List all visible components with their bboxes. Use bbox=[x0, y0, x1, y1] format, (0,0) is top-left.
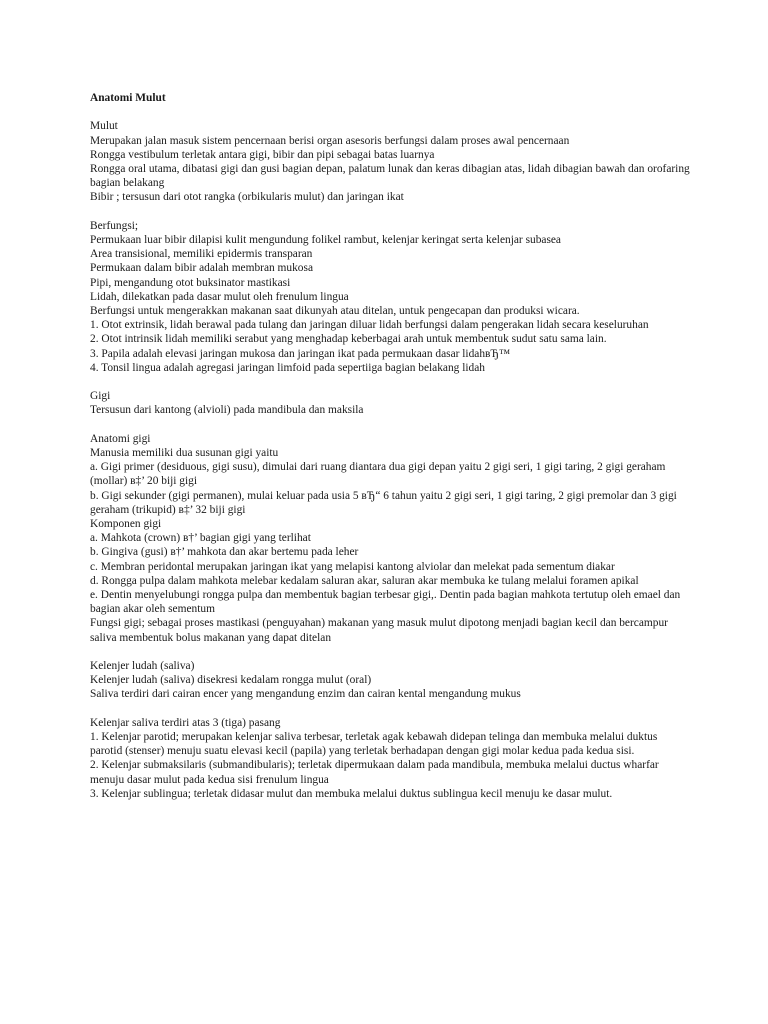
text-line: Merupakan jalan masuk sistem pencernaan berisi organ asesoris berfungsi dalam proses awal pencernaan bbox=[90, 134, 570, 147]
text-line: Permukaan dalam bibir adalah membran mukosa bbox=[90, 262, 313, 275]
text-line: a. Gigi primer (desiduous, gigi susu), dimulai dari ruang diantara dua gigi depan yaitu 2 gigi seri, 1 gigi taring, 2 gigi geraham (mollar) в‡’ 20 biji gigi bbox=[90, 461, 666, 488]
text-line: 4. Tonsil lingua adalah agregasi jaringan limfoid pada sepertiiga bagian belakang lidah bbox=[90, 361, 486, 374]
text-line: a. Mahkota (crown) в†’ bagian gigi yang terlihat bbox=[90, 532, 311, 545]
document-title: Anatomi Mulut bbox=[90, 92, 166, 104]
text-line: 2. Otot intrinsik lidah memiliki serabut yang menghadap keberbagai arah untuk membentuk sudut satu sama lain. bbox=[90, 333, 607, 346]
text-line: Kelenjar saliva terdiri atas 3 (tiga) pasang bbox=[90, 716, 281, 729]
text-line: c. Membran peridontal merupakan jaringan ikat yang melapisi kantong alviolar dan melekat pada sementum diakar bbox=[90, 560, 615, 573]
text-line: Permukaan luar bibir dilapisi kulit mengundung folikel rambut, kelenjar keringat serta kelenjar subasea bbox=[90, 234, 561, 246]
text-line: Manusia memiliki dua susunan gigi yaitu bbox=[90, 447, 279, 460]
document-section bbox=[90, 219, 690, 375]
document-section bbox=[90, 432, 690, 645]
text-line: 2. Kelenjar submaksilaris (submandibularis); terletak dipermukaan dalam pada mandibula, membuka melalui ductus wharfar menuju dasar mulut pada kedua sisi frenulum lingua bbox=[90, 759, 659, 786]
text-line: Mulut bbox=[90, 120, 118, 133]
text-line: Berfungsi untuk mengerakkan makanan saat dikunyah atau ditelan, untuk pengecapan dan produksi wicara. bbox=[90, 305, 580, 318]
text-line: Rongga vestibulum terletak antara gigi, bibir dan pipi sebagai batas luarnya bbox=[90, 148, 435, 161]
document-sections bbox=[90, 119, 690, 801]
document-section bbox=[90, 716, 690, 801]
text-line: Tersusun dari kantong (alvioli) pada mandibula dan maksila bbox=[90, 404, 364, 417]
text-line: Bibir ; tersusun dari otot rangka (orbikularis mulut) dan jaringan ikat bbox=[90, 191, 404, 204]
text-line: Saliva terdiri dari cairan encer yang mengandung enzim dan cairan kental mengandung mukus bbox=[90, 688, 521, 701]
document-section bbox=[90, 659, 690, 702]
text-line: b. Gingiva (gusi) в†’ mahkota dan akar bertemu pada leher bbox=[90, 546, 359, 559]
text-line: Kelenjer ludah (saliva) bbox=[90, 660, 195, 673]
text-line: 1. Kelenjar parotid; merupakan kelenjar saliva terbesar, terletak agak kebawah didepan telinga dan membuka melalui duktus parotid (stenser) menuju suatu elevasi kecil (papila) yang terletak berhadapan dengan gigi molar kedua pada kedua sisi. bbox=[90, 731, 658, 758]
document-body bbox=[90, 91, 690, 815]
text-line: 1. Otot extrinsik, lidah berawal pada tulang dan jaringan diluar lidah berfungsi dalam pengerakan lidah secara keseluruhan bbox=[90, 319, 649, 332]
document-section bbox=[90, 389, 690, 417]
text-line: 3. Kelenjar sublingua; terletak didasar mulut dan membuka melalui duktus sublingua kecil menuju ke dasar mulut. bbox=[90, 787, 613, 800]
text-line: Lidah, dilekatkan pada dasar mulut oleh frenulum lingua bbox=[90, 290, 349, 303]
text-line: e. Dentin menyelubungi rongga pulpa dan membentuk bagian terbesar gigi,. Dentin pada bagian mahkota tertutup oleh emael dan bagian akar oleh sementum bbox=[90, 589, 681, 616]
text-line: d. Rongga pulpa dalam mahkota melebar kedalam saluran akar, saluran akar membuka ke tulang melalui foramen apikal bbox=[90, 574, 639, 587]
document-section bbox=[90, 119, 690, 204]
text-line: 3. Papila adalah elevasi jaringan mukosa dan jaringan ikat pada permukaan dasar lidahвЂ™ bbox=[90, 347, 511, 360]
text-line: Kelenjer ludah (saliva) disekresi kedalam rongga mulut (oral) bbox=[90, 674, 372, 687]
text-line: Berfungsi; bbox=[90, 219, 139, 232]
text-line: Anatomi gigi bbox=[90, 432, 151, 445]
text-line: Area transisional, memiliki epidermis transparan bbox=[90, 248, 313, 261]
text-line: Rongga oral utama, dibatasi gigi dan gusi bagian depan, palatum lunak dan keras dibagian atas, lidah dibagian bawah dan orofaring bagian belakang bbox=[90, 163, 690, 190]
text-line: b. Gigi sekunder (gigi permanen), mulai keluar pada usia 5 вЂ“ 6 tahun yaitu 2 gigi seri, 1 gigi taring, 2 gigi premolar dan 3 gigi geraham (trikupid) в‡’ 32 biji gigi bbox=[90, 489, 677, 516]
text-line: Gigi bbox=[90, 390, 111, 403]
text-line: Pipi, mengandung otot buksinator mastikasi bbox=[90, 276, 291, 289]
text-line: Fungsi gigi; sebagai proses mastikasi (penguyahan) makanan yang masuk mulut dipotong menjadi bagian kecil dan bercampur saliva membentuk bolus makanan yang dapat ditelan bbox=[90, 617, 668, 644]
text-line: Komponen gigi bbox=[90, 518, 162, 531]
